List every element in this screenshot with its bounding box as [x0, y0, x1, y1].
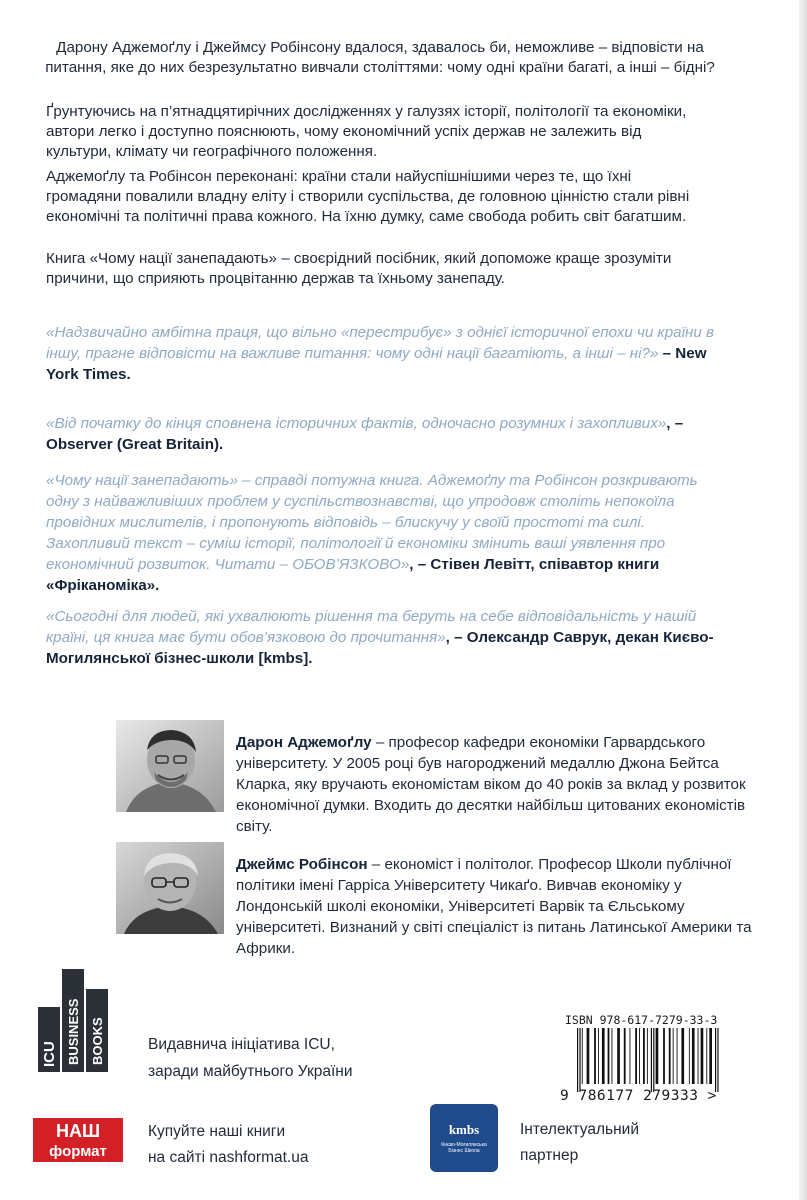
- cover-edge: [799, 0, 807, 1200]
- publisher-line-1: Видавнича ініціатива ICU,: [148, 1036, 335, 1053]
- author-bio-acemoglu: [236, 732, 756, 837]
- review-quote-observer: [46, 413, 726, 455]
- author-photo-acemoglu: [116, 720, 224, 812]
- barcode-bar: [656, 1028, 659, 1084]
- author-bio-text: – економіст і політолог. Професор Школи публічної політики імені Гарріса Університету Чикаґо. Вивчав економіку у Лондонській школі економіки, Університеті Варвік та Єльському університеті. Визнаний у світі спеціаліст із питань Латинської Америки та Африки.: [236, 856, 752, 957]
- barcode-digits: 9 786177 279333 >: [560, 1088, 717, 1104]
- barcode-bar: [587, 1028, 590, 1084]
- author-bio-robinson: [236, 854, 756, 959]
- partner-line-1: Інтелектуальний: [520, 1121, 639, 1138]
- barcode-bar: [681, 1028, 684, 1084]
- barcode-bar: [630, 1028, 631, 1084]
- barcode-bar: [643, 1028, 645, 1084]
- review-quote-nyt: [46, 322, 726, 385]
- description-paragraph-1: Дарону Аджемоґлу і Джеймсу Робінсону вдалося, здавалось би, неможливе – відповісти на питання, яке до них безрезультатно вивчали століттями: чому одні країни багаті, а інші – бідні?: [45, 39, 715, 76]
- icu-business-books-logo: [38, 967, 108, 1072]
- review-quote-savruk: [46, 606, 726, 669]
- review-quote-levitt: [46, 470, 726, 596]
- buy-line-2: на сайті nashformat.ua: [148, 1149, 309, 1166]
- books-logo-text: BOOKS: [90, 1017, 105, 1065]
- barcode-bar: [647, 1028, 648, 1084]
- business-logo-text: BUSINESS: [66, 998, 81, 1065]
- barcode-bar: [698, 1028, 699, 1084]
- partner-info: [520, 1117, 639, 1169]
- barcode-bar: [715, 1028, 716, 1092]
- author-photo-robinson: [116, 842, 224, 934]
- nash-format-logo: [33, 1118, 123, 1162]
- barcode-bar: [706, 1028, 707, 1084]
- barcode-bar: [582, 1028, 583, 1084]
- buy-info: [148, 1119, 308, 1171]
- publisher-line-2: заради майбутнього України: [148, 1063, 353, 1080]
- author-name: Дарон Аджемоґлу: [236, 734, 372, 751]
- barcode-bar: [612, 1028, 613, 1084]
- barcode-bar: [579, 1028, 580, 1092]
- author-name: Джеймс Робінсон: [236, 856, 368, 873]
- barcode-bar: [663, 1028, 665, 1084]
- kmbs-logo-subtitle: Києво-Могилянська Бізнес Школа: [441, 1142, 487, 1154]
- quote-text: «Від початку до кінця сповнена історичних фактів, одночасно розумних і захопливих»: [46, 415, 667, 432]
- barcode-bar: [653, 1028, 654, 1092]
- quote-text: «Чому нації занепадають» – справді потужна книга. Аджемоґлу та Робінсон розкривають одну з найважливіших проблем у суспільствознавстві, що упродовж століть непокоїла провідних мислителів, і пропонують відповідь – блискучу у своїй простоті та силі. Захопливий текст – суміш історії, політології й економіки змінить ваші уявлення про економічний розвиток. Читати – ОБОВ’ЯЗКОВО»: [46, 472, 698, 573]
- quote-source: , – Олександр Саврук, декан Києво-Могилянської бізнес-школи [kmbs].: [46, 629, 714, 667]
- kmbs-logo: [430, 1104, 498, 1172]
- barcode-bar: [673, 1028, 674, 1084]
- barcode-bar: [639, 1028, 640, 1084]
- quote-source: , – Observer (Great Britain).: [46, 415, 684, 453]
- kmbs-logo-word: kmbs: [448, 1122, 480, 1137]
- barcode-bar: [608, 1028, 610, 1084]
- isbn-label: ISBN 978-617-7279-33-3: [565, 1013, 718, 1027]
- partner-line-2: партнер: [520, 1147, 579, 1164]
- publisher-info: [148, 1031, 353, 1085]
- barcode-bar: [594, 1028, 596, 1084]
- icu-logo-text: ICU: [41, 1041, 58, 1067]
- barcode-bar: [677, 1028, 678, 1084]
- nash-logo-top: НАШ: [55, 1121, 101, 1141]
- barcode-bar: [598, 1028, 599, 1084]
- barcode-bar: [651, 1028, 652, 1092]
- description-paragraph-4: Книга «Чому нації занепадають» – своєрідний посібник, який допоможе краще зрозуміти причини, що сприяють процвітанню держав та їхньому занепаду.: [46, 250, 672, 287]
- barcode-bar: [689, 1028, 690, 1084]
- barcode-bar: [709, 1028, 712, 1084]
- barcode-bar: [635, 1028, 637, 1084]
- barcode-bar: [717, 1028, 718, 1092]
- barcode-bar: [617, 1028, 620, 1084]
- barcode-bar: [692, 1028, 695, 1084]
- description-paragraph-3: Аджемоґлу та Робінсон переконані: країни стали найуспішнішими через те, що їхні громадяни повалили владну еліту і створили суспільства, де головною цінністю стали рівні економічні та політичні права кожного. На їхню думку, саме свобода робить світ багатшим.: [46, 168, 690, 225]
- nash-logo-bottom: формат: [49, 1143, 107, 1160]
- barcode-bar: [577, 1028, 578, 1092]
- quote-text: «Сьогодні для людей, які ухвалюють рішення та беруть на себе відповідальність у нашій країні, ця книга має бути обов’язковою до прочитання»: [46, 608, 697, 646]
- quote-text: «Надзвичайно амбітна праця, що вільно «перестрибує» з однієї історичної епохи чи країни в іншу, прагне відповісти на важливе питання: чому одні нації багатіють, а інші – ні?»: [46, 324, 714, 362]
- quote-source: , – Стівен Левітт, співавтор книги «Фріканоміка».: [46, 556, 660, 594]
- barcode-bar: [624, 1028, 626, 1084]
- author-bio-text: – професор кафедри економіки Гарвардського університету. У 2005 році був нагороджений медаллю Джона Бейтса Кларка, яку вручають економістам віком до 40 років за вклад у розвиток економічної думки. Входить до десятки найбільш цитованих економістів світу.: [236, 734, 746, 835]
- buy-line-1: Купуйте наші книги: [148, 1123, 286, 1140]
- barcode-bar: [701, 1028, 704, 1084]
- barcode-bar: [602, 1028, 605, 1084]
- isbn-barcode: [575, 1028, 735, 1092]
- description-paragraph-2: Ґрунтуючись на п’ятнадцятирічних дослідженнях у галузях історії, політології та економіки, автори легко і доступно пояснюють, чому економічний успіх держав не залежить від культури, клімату чи географічного положення.: [46, 103, 687, 160]
- barcode-bar: [669, 1028, 671, 1084]
- quote-source: – New York Times.: [46, 345, 707, 383]
